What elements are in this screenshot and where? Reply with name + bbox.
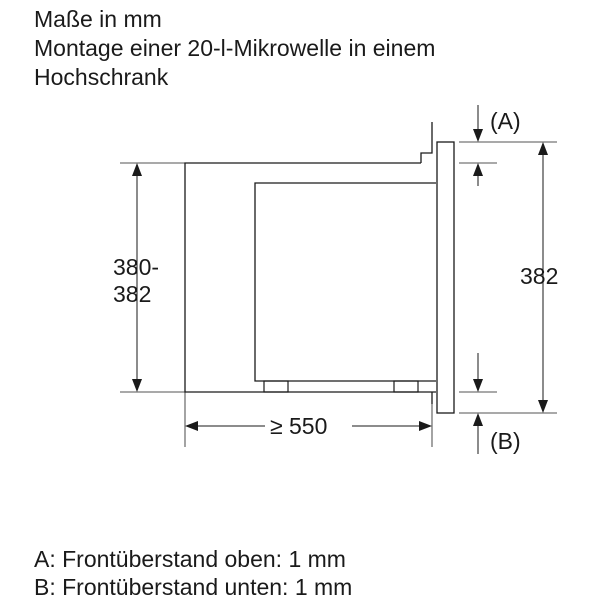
- arrowhead-width-left: [185, 421, 198, 431]
- dimension-width-label: ≥ 550: [270, 413, 328, 439]
- cabinet-niche: [185, 163, 436, 392]
- microwave-foot-right: [394, 381, 418, 392]
- dimension-height-left-label-line2: 382: [113, 281, 152, 307]
- title-description-line2: Hochschrank: [34, 64, 169, 90]
- title-description-line1: Montage einer 20-l-Mikrowelle in einem: [34, 35, 436, 61]
- legend-item-a: [34, 545, 352, 573]
- legend-text-b: : Frontüberstand unten: 1 mm: [49, 574, 353, 600]
- legend-text-a: : Frontüberstand oben: 1 mm: [49, 546, 346, 572]
- legend-key-a: A: [34, 546, 50, 572]
- label-b: (B): [490, 428, 521, 454]
- microwave-front-panel: [437, 142, 454, 413]
- cabinet-front-edge: [421, 122, 432, 163]
- label-a: (A): [490, 108, 521, 134]
- arrowhead-height-left-bottom: [132, 379, 142, 392]
- arrowhead-a-top: [473, 129, 483, 142]
- dimension-height-left-label-line1: 380-: [113, 254, 160, 280]
- legend-key-b: B: [34, 574, 50, 600]
- arrowhead-height-left-top: [132, 163, 142, 176]
- arrowhead-width-right: [419, 421, 432, 431]
- arrowhead-b-bottom: [473, 413, 483, 426]
- legend: [34, 545, 352, 601]
- arrowhead-height-right-bottom: [538, 400, 548, 413]
- arrowhead-height-right-top: [538, 142, 548, 155]
- legend-item-b: [34, 573, 352, 601]
- title-units: Maße in mm: [34, 6, 162, 32]
- arrowhead-b-top: [473, 379, 483, 392]
- microwave-foot-left: [264, 381, 288, 392]
- arrowhead-a-bottom: [473, 163, 483, 176]
- microwave-body: [255, 183, 436, 381]
- dimension-height-right-label: 382: [520, 263, 559, 289]
